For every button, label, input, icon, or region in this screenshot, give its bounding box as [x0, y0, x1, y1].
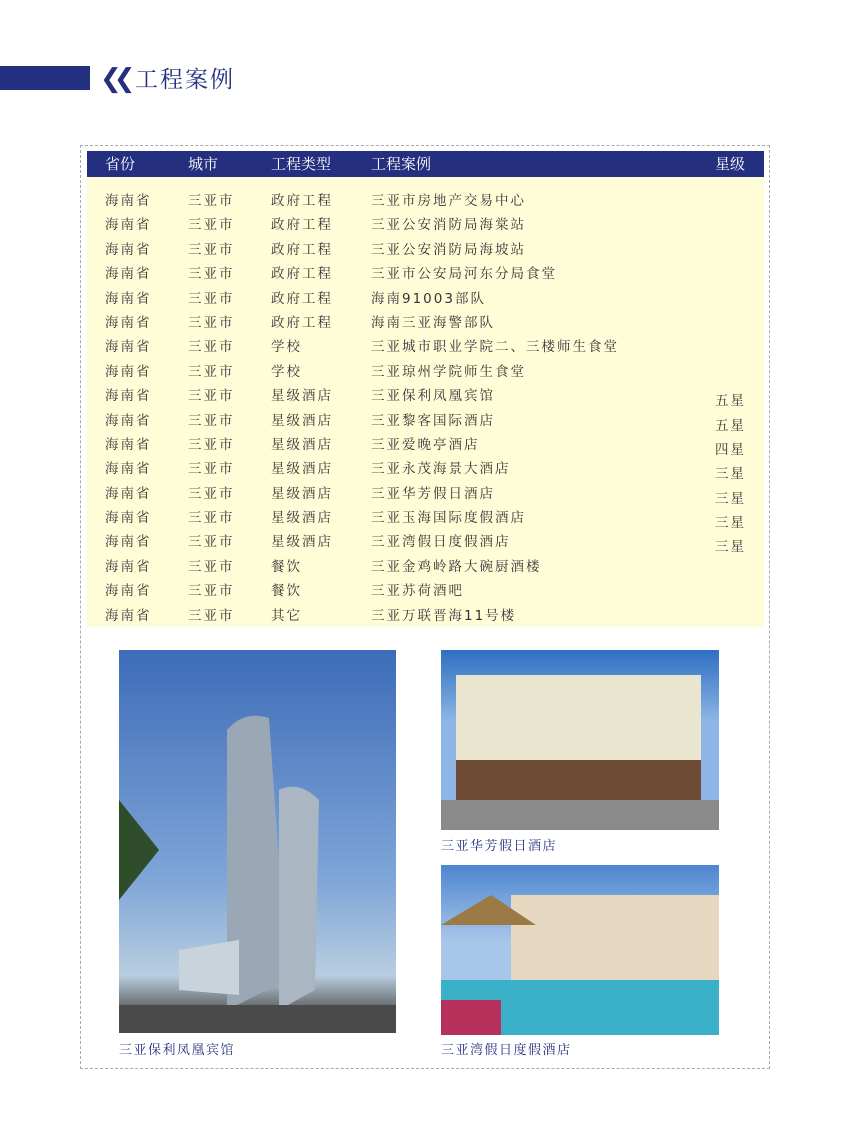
table-row	[87, 579, 764, 603]
table-row	[87, 360, 764, 384]
cell-type: 学校	[271, 363, 302, 380]
cell-city: 三亚市	[188, 607, 235, 624]
photo-caption: 三亚华芳假日酒店	[441, 839, 558, 854]
cell-province: 海南省	[105, 461, 152, 478]
cell-project: 三亚湾假日度假酒店	[371, 534, 511, 551]
cell-rating: 三星	[715, 539, 746, 556]
cell-rating: 三星	[715, 490, 746, 507]
table-row	[87, 335, 764, 359]
cell-type: 政府工程	[271, 290, 333, 307]
cell-type: 星级酒店	[271, 510, 333, 527]
cell-province: 海南省	[105, 266, 152, 283]
cell-project: 三亚万联晋海11号楼	[371, 607, 517, 624]
cell-project: 三亚市房地产交易中心	[371, 193, 526, 209]
cell-city: 三亚市	[188, 485, 235, 502]
cell-city: 三亚市	[188, 290, 235, 307]
cell-city: 三亚市	[188, 193, 235, 209]
cell-project: 三亚华芳假日酒店	[371, 485, 495, 502]
cell-city: 三亚市	[188, 388, 235, 405]
cell-type: 其它	[271, 607, 302, 624]
photo-huafang-hotel	[441, 650, 719, 830]
cell-city: 三亚市	[188, 266, 235, 283]
col-type: 工程类型	[271, 155, 332, 173]
page-title: 工程案例	[135, 67, 235, 93]
cell-city: 三亚市	[188, 217, 235, 234]
cell-type: 星级酒店	[271, 485, 333, 502]
table-row	[87, 311, 764, 335]
col-province: 省份	[105, 155, 136, 173]
cell-province: 海南省	[105, 436, 152, 453]
cell-rating: 三星	[715, 515, 746, 532]
cell-city: 三亚市	[188, 412, 235, 429]
cell-rating: 五星	[715, 393, 746, 410]
table-row	[87, 384, 764, 408]
header-accent-bar	[0, 66, 90, 90]
cell-project: 三亚保利凤凰宾馆	[371, 388, 495, 405]
cell-type: 学校	[271, 339, 302, 356]
building-illustration	[441, 650, 719, 830]
cell-city: 三亚市	[188, 534, 235, 551]
col-rating: 星级	[715, 155, 746, 173]
resort-illustration	[441, 865, 719, 1035]
cell-type: 政府工程	[271, 193, 333, 209]
cell-city: 三亚市	[188, 558, 235, 575]
photo-caption: 三亚保利凤凰宾馆	[119, 1043, 236, 1058]
table-row	[87, 530, 764, 554]
table-row	[87, 555, 764, 579]
cell-city: 三亚市	[188, 339, 235, 356]
cell-city: 三亚市	[188, 314, 235, 331]
cell-city: 三亚市	[188, 241, 235, 258]
cell-project: 三亚爱晚亭酒店	[371, 436, 480, 453]
cell-type: 政府工程	[271, 217, 333, 234]
cell-project: 三亚金鸡岭路大碗厨酒楼	[371, 558, 542, 575]
cell-project: 三亚黎客国际酒店	[371, 412, 495, 429]
table-row	[87, 262, 764, 286]
cell-type: 星级酒店	[271, 436, 333, 453]
cell-city: 三亚市	[188, 461, 235, 478]
cell-type: 星级酒店	[271, 388, 333, 405]
cell-rating: 三星	[715, 466, 746, 483]
cell-type: 星级酒店	[271, 461, 333, 478]
cell-project: 三亚苏荷酒吧	[371, 583, 464, 600]
cell-project: 三亚玉海国际度假酒店	[371, 510, 526, 527]
table-row	[87, 433, 764, 457]
cell-province: 海南省	[105, 314, 152, 331]
cell-province: 海南省	[105, 193, 152, 209]
cell-type: 星级酒店	[271, 412, 333, 429]
photo-caption: 三亚湾假日度假酒店	[441, 1043, 572, 1058]
photo-sanya-bay-holiday-resort	[441, 865, 719, 1035]
cell-project: 三亚城市职业学院二、三楼师生食堂	[371, 339, 619, 356]
table-row	[87, 604, 764, 628]
cell-type: 餐饮	[271, 583, 302, 600]
cell-rating: 四星	[715, 441, 746, 458]
cell-city: 三亚市	[188, 436, 235, 453]
cell-province: 海南省	[105, 510, 152, 527]
cell-province: 海南省	[105, 558, 152, 575]
cell-rating: 五星	[715, 417, 746, 434]
cell-province: 海南省	[105, 412, 152, 429]
cell-city: 三亚市	[188, 510, 235, 527]
cell-type: 星级酒店	[271, 534, 333, 551]
cell-city: 三亚市	[188, 583, 235, 600]
cell-type: 政府工程	[271, 266, 333, 283]
tower-illustration	[119, 650, 396, 1033]
table-row	[87, 482, 764, 506]
cell-project: 三亚琼州学院师生食堂	[371, 363, 526, 380]
col-city: 城市	[188, 155, 219, 173]
table-row	[87, 506, 764, 530]
cell-project: 三亚公安消防局海坡站	[371, 241, 526, 258]
cell-type: 政府工程	[271, 314, 333, 331]
table-row	[87, 287, 764, 311]
cell-province: 海南省	[105, 607, 152, 624]
cell-province: 海南省	[105, 241, 152, 258]
table-row	[87, 409, 764, 433]
projects-table	[87, 151, 764, 627]
cell-province: 海南省	[105, 583, 152, 600]
table-row	[87, 189, 764, 213]
cell-type: 政府工程	[271, 241, 333, 258]
cell-project: 三亚市公安局河东分局食堂	[371, 266, 557, 283]
cell-project: 三亚永茂海景大酒店	[371, 461, 511, 478]
cell-province: 海南省	[105, 290, 152, 307]
cell-province: 海南省	[105, 534, 152, 551]
table-row	[87, 238, 764, 262]
table-header	[87, 151, 764, 177]
table-body	[87, 189, 764, 628]
cell-project: 海南三亚海警部队	[371, 314, 495, 331]
cell-type: 餐饮	[271, 558, 302, 575]
table-row	[87, 213, 764, 237]
col-project: 工程案例	[371, 155, 432, 173]
cell-project: 三亚公安消防局海棠站	[371, 217, 526, 234]
cell-province: 海南省	[105, 485, 152, 502]
cell-project: 海南91003部队	[371, 290, 486, 307]
cell-province: 海南省	[105, 217, 152, 234]
cell-province: 海南省	[105, 339, 152, 356]
cell-province: 海南省	[105, 363, 152, 380]
photo-baoli-phoenix-hotel	[119, 650, 396, 1033]
cell-city: 三亚市	[188, 363, 235, 380]
double-chevron-left-icon: ❮❮	[100, 64, 128, 94]
table-row	[87, 457, 764, 481]
cell-province: 海南省	[105, 388, 152, 405]
